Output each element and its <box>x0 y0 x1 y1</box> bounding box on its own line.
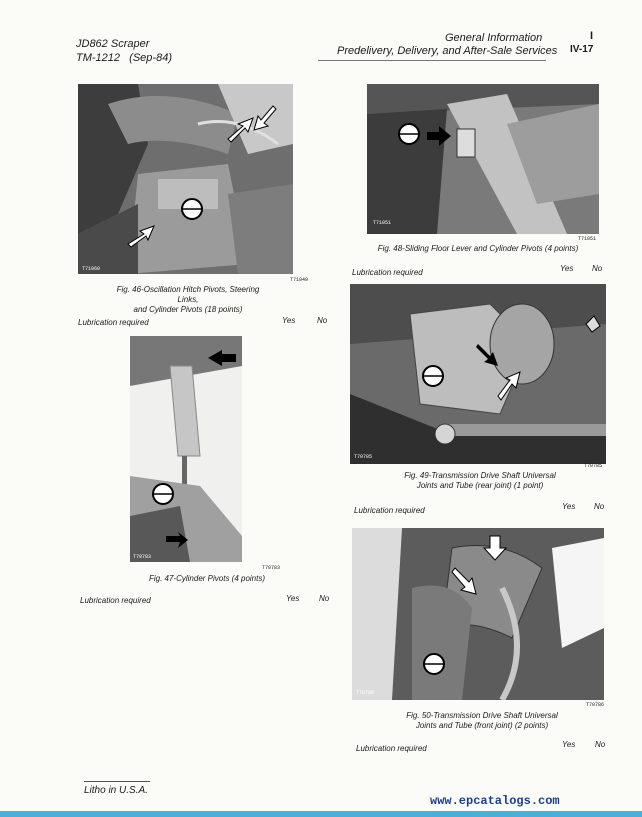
figure-48-no[interactable]: No <box>592 264 603 273</box>
section-mark: I <box>590 30 594 42</box>
figure-46-caption-line-2: and Cylinder Pivots (18 points) <box>133 305 243 314</box>
bottom-accent-bar <box>0 811 642 817</box>
figure-50-film-code: T70786 <box>356 690 375 696</box>
figure-47-photo <box>130 336 242 562</box>
figure-50-caption <box>382 711 582 731</box>
watermark-link[interactable]: www.epcatalogs.com <box>430 794 560 808</box>
figure-46-photo-code: T71049 <box>290 277 309 283</box>
footer-rule <box>84 781 150 782</box>
figure-46-caption <box>108 285 268 315</box>
figure-46-film-code: T71060 <box>82 266 101 272</box>
section-title: General Information <box>445 32 543 44</box>
figure-47-caption: Fig. 47-Cylinder Pivots (4 points) <box>148 574 266 583</box>
figure-50-yes[interactable]: Yes <box>562 740 576 749</box>
figure-47-photo-code: T70783 <box>262 565 281 571</box>
figure-49-caption-line-1: Fig. 49-Transmission Drive Shaft Universal <box>404 471 556 480</box>
figure-47-yes[interactable]: Yes <box>286 594 300 603</box>
figure-49-yes[interactable]: Yes <box>562 502 576 511</box>
figure-48-photo <box>367 84 599 234</box>
figure-46-lubrication-label: Lubrication required <box>78 318 149 327</box>
figure-50-lubrication-label: Lubrication required <box>356 744 427 753</box>
figure-49-lubrication-label: Lubrication required <box>354 506 425 515</box>
figure-50-photo <box>352 528 604 700</box>
figure-46-yes[interactable]: Yes <box>282 316 296 325</box>
figure-49-photo-code: T70785 <box>584 463 603 469</box>
figure-46-caption-line-1: Fig. 46-Oscillation Hitch Pivots, Steering Links, <box>116 285 260 304</box>
figure-49-caption-line-2: Joints and Tube (rear joint) (1 point) <box>416 481 544 490</box>
figure-48-caption: Fig. 48-Sliding Floor Lever and Cylinder Pivots (4 points) <box>377 244 579 253</box>
figure-50-no[interactable]: No <box>595 740 606 749</box>
figure-48-photo-code: T71051 <box>578 236 597 242</box>
figure-49-photo <box>350 284 606 464</box>
figure-50-caption-line-2: Joints and Tube (front joint) (2 points) <box>415 721 549 730</box>
header-rule <box>318 60 546 61</box>
manual-number: TM-1212 (Sep-84) <box>76 52 172 64</box>
manual-title: JD862 Scraper <box>76 38 150 50</box>
litho-label: Litho in U.S.A. <box>84 785 148 796</box>
figure-46-no[interactable]: No <box>317 316 328 325</box>
figure-47-film-code: T70783 <box>133 554 152 560</box>
figure-47-no[interactable]: No <box>319 594 330 603</box>
figure-48-lubrication-label: Lubrication required <box>352 268 423 277</box>
page-number: IV-17 <box>570 44 594 55</box>
figure-46-photo <box>78 84 293 274</box>
figure-49-film-code: T70785 <box>354 454 373 460</box>
figure-48-film-code: T71051 <box>373 220 392 226</box>
figure-48-yes[interactable]: Yes <box>560 264 574 273</box>
figure-49-no[interactable]: No <box>594 502 605 511</box>
figure-50-photo-code: T70786 <box>586 702 605 708</box>
figure-49-caption <box>380 471 580 491</box>
figure-47-lubrication-label: Lubrication required <box>80 596 151 605</box>
figure-50-caption-line-1: Fig. 50-Transmission Drive Shaft Universal <box>406 711 558 720</box>
subsection-title: Predelivery, Delivery, and After-Sale Services <box>337 45 558 57</box>
